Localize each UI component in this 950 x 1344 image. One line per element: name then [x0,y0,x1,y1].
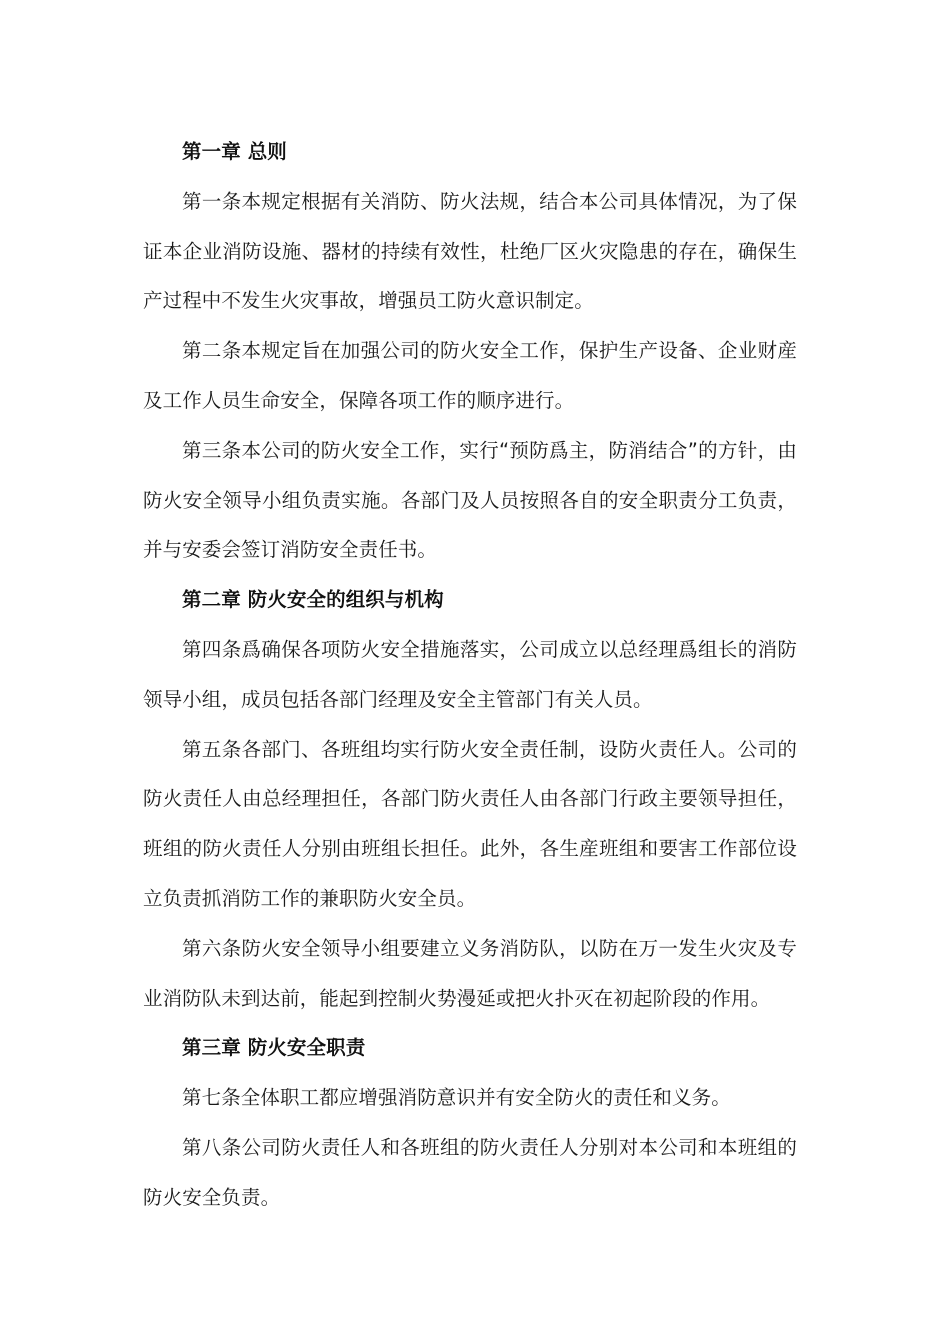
article-paragraph: 第四条爲确保各项防火安全措施落实，公司成立以总经理爲组长的消防领导小组，成员包括各部门经理及安全主管部门有关人员。 [143,637,797,711]
article-paragraph: 第一条本规定根据有关消防、防火法规，结合本公司具体情况，为了保证本企业消防设施、器材的持续有效性，杜绝厂区火灾隐患的存在，确保生产过程中不发生火灾事故，增强员工防火意识制定。 [143,189,797,313]
chapter-heading: 第一章 总则 [182,140,287,163]
chapter-heading: 第三章 防火安全职责 [182,1036,366,1060]
article-paragraph: 第二条本规定旨在加强公司的防火安全工作，保护生产设备、企业财産及工作人员生命安全，保障各项工作的顺序进行。 [143,339,797,412]
article-paragraph: 第八条公司防火责任人和各班组的防火责任人分别对本公司和本班组的防火安全负责。 [143,1135,797,1209]
article-paragraph: 第七条全体职工都应增强消防意识并有安全防火的责任和义务。 [182,1086,731,1110]
chapter-heading: 第二章 防火安全的组织与机构 [182,588,444,612]
article-paragraph: 第六条防火安全领导小组要建立义务消防队，以防在万一发生火灾及专业消防队未到达前，能起到控制火势漫延或把火扑灭在初起阶段的作用。 [143,936,797,1010]
article-paragraph: 第三条本公司的防火安全工作，实行“预防爲主，防消结合”的方针，由防火安全领导小组负责实施。各部门及人员按照各自的安全职责分工负责，并与安委会签订消防安全责任书。 [143,438,797,562]
article-paragraph: 第五条各部门、各班组均实行防火安全责任制，设防火责任人。公司的防火责任人由总经理担任，各部门防火责任人由各部门行政主要领导担任，班组的防火责任人分别由班组长担任。此外，各生産班组和要害工作部位设立负责抓消防工作的兼职防火安全员。 [143,737,797,910]
document-body [143,127,797,1223]
